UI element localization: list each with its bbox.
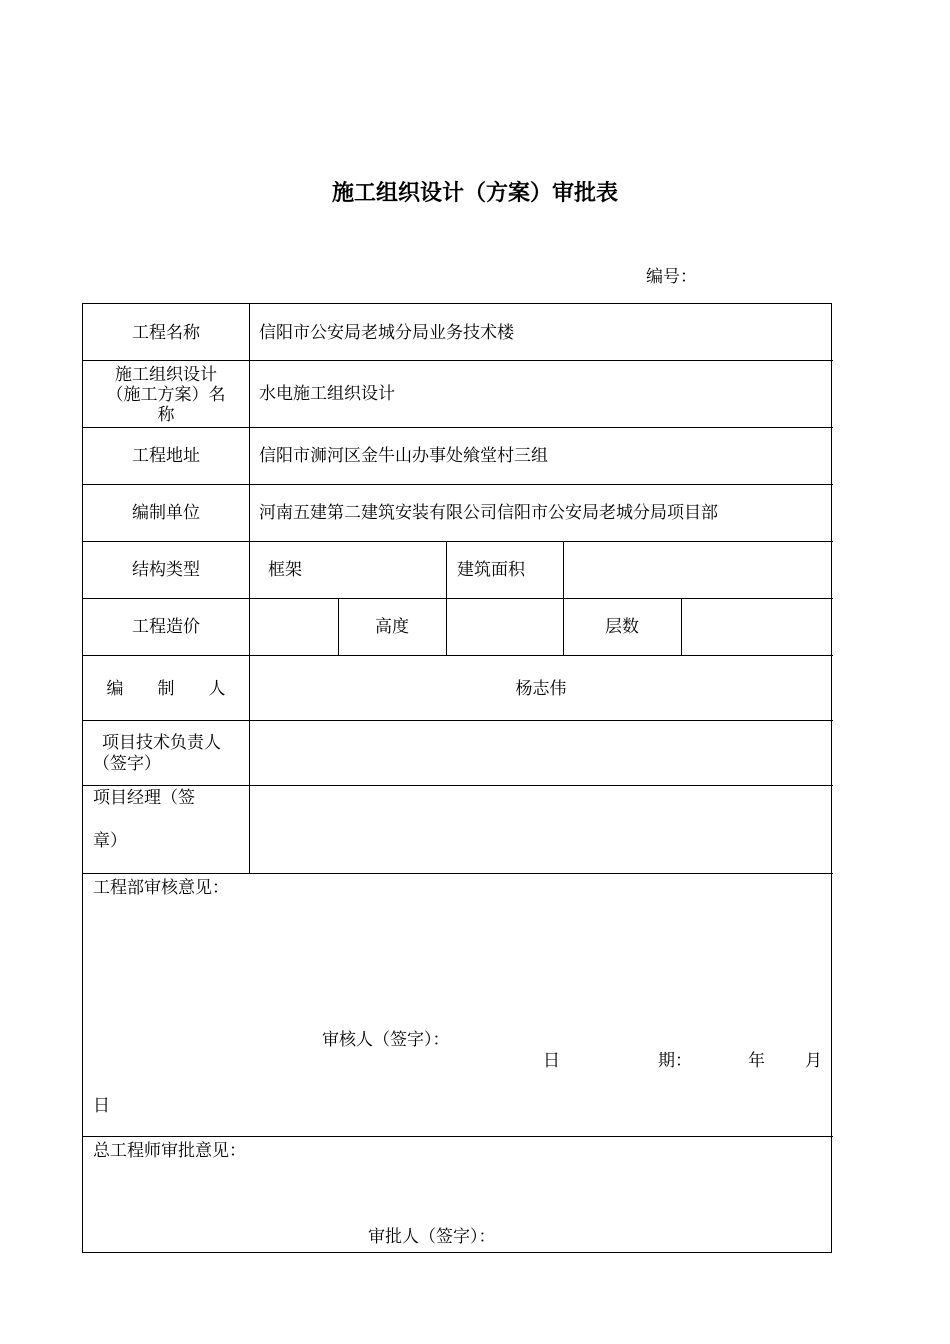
approver-signature-label: 审批人（签字）： (368, 1227, 496, 1247)
pm-label-line2: 章） (93, 831, 127, 851)
row-divider (83, 655, 833, 656)
design-name-label-line1: 施工组织设计 (115, 365, 217, 385)
row-divider (83, 427, 833, 428)
row-divider (83, 598, 833, 599)
serial-number-label: 编号： (646, 267, 697, 287)
date-year: 年 (748, 1051, 765, 1071)
design-name-label-line3: 称 (157, 405, 175, 425)
structure-label: 结构类型 (132, 560, 200, 580)
cell-divider (681, 598, 682, 655)
pm-label-line1: 项目经理（签 (93, 788, 195, 808)
row-divider (83, 720, 833, 721)
area-label: 建筑面积 (457, 560, 525, 580)
structure-value: 框架 (268, 560, 302, 580)
date-char-ri: 日 (543, 1051, 560, 1071)
tech-lead-label-line1: 项目技术负责人 (102, 733, 221, 753)
height-label: 高度 (375, 617, 409, 637)
floors-label: 层数 (605, 617, 639, 637)
cell-divider (446, 598, 447, 655)
project-name-label: 工程名称 (132, 323, 200, 343)
unit-value: 河南五建第二建筑安装有限公司信阳市公安局老城分局项目部 (259, 503, 718, 523)
date-month: 月 (805, 1051, 822, 1071)
date-day: 日 (93, 1096, 110, 1116)
author-label: 编 制 人 (106, 679, 226, 699)
design-name-label-line2: （施工方案）名 (106, 385, 226, 405)
cost-label: 工程造价 (132, 617, 200, 637)
approval-form (82, 303, 832, 1253)
date-char-qi: 期： (658, 1051, 692, 1071)
row-divider (83, 873, 833, 874)
unit-label: 编制单位 (132, 503, 200, 523)
row-divider (83, 1136, 833, 1137)
cell-divider (563, 541, 564, 655)
author-value: 杨志伟 (515, 679, 567, 699)
address-label: 工程地址 (132, 446, 200, 466)
engineering-review-heading: 工程部审核意见： (93, 878, 229, 898)
row-divider (83, 484, 833, 485)
address-value: 信阳市浉河区金牛山办事处飨堂村三组 (259, 446, 548, 466)
design-name-value: 水电施工组织设计 (259, 384, 395, 404)
page-title: 施工组织设计（方案）审批表 (331, 181, 618, 206)
project-name-value: 信阳市公安局老城分局业务技术楼 (259, 323, 514, 343)
tech-lead-label-line2: （签字） (93, 754, 161, 774)
label-column-divider (249, 304, 250, 873)
row-divider (83, 785, 833, 786)
cell-divider (446, 541, 447, 598)
row-divider (83, 541, 833, 542)
row-divider (83, 360, 833, 361)
chief-review-heading: 总工程师审批意见： (93, 1141, 246, 1161)
reviewer-signature-label: 审核人（签字）： (322, 1030, 450, 1050)
